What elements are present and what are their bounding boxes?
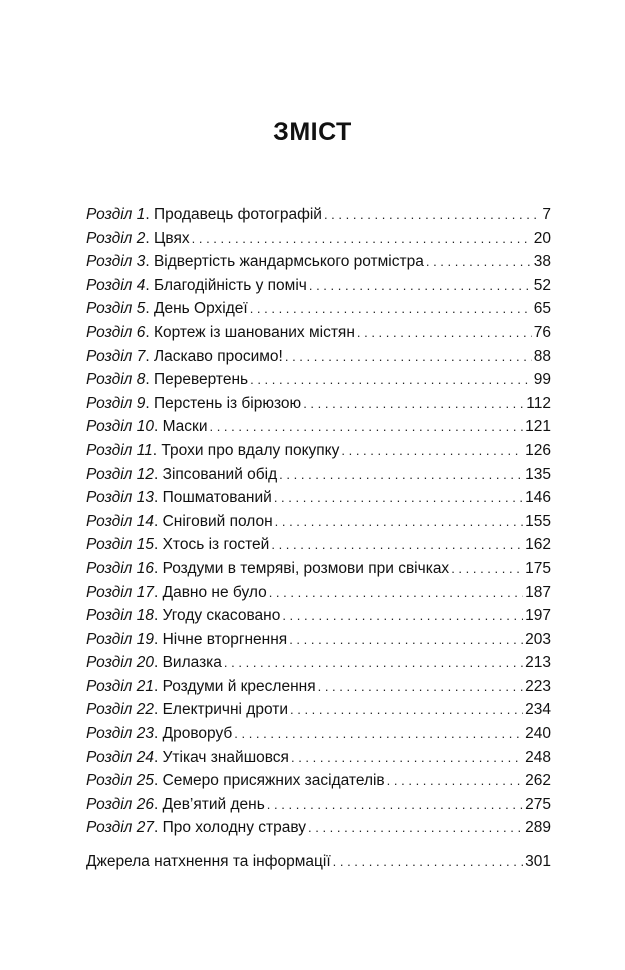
page-number: 99 <box>533 371 551 389</box>
chapter-title: Відвертість жандармського ротмістра <box>153 253 424 271</box>
chapter-title: Роздуми в темряві, розмови при свічках <box>162 559 450 577</box>
toc-entry: Розділ 13 . Пошматований . . . 146 <box>86 486 551 510</box>
chapter-title: Нічне вторгнення <box>162 630 288 648</box>
toc-entry: Розділ 7 . Ласкаво просимо! . . . 88 <box>86 345 551 369</box>
chapter-number: Розділ 26 <box>86 795 154 813</box>
page-number: 7 <box>542 206 551 223</box>
dot-leader <box>269 581 523 605</box>
chapter-title: Пошматований <box>162 489 272 507</box>
chapter-title: Трохи про вдалу покупку <box>161 441 340 459</box>
chapter-number: Розділ 21 <box>86 677 154 695</box>
toc-entry: Розділ 3 . Відвертість жандармського ротмістра . . . 38 <box>86 250 551 274</box>
toc-entry: Розділ 18 . Угоду скасовано . . . 197 <box>86 604 551 628</box>
toc-entry: Розділ 5 . День Орхідеї . . . 65 <box>86 297 551 321</box>
toc-entry: Розділ 19 . Нічне вторгнення . . . 203 <box>86 628 551 652</box>
dot-leader <box>341 439 523 463</box>
page-number: 223 <box>525 677 551 695</box>
page-number: 248 <box>525 748 551 766</box>
dot-leader <box>275 510 523 534</box>
chapter-title: Семеро присяжних засідателів <box>162 772 385 790</box>
toc-entry: Розділ 16 . Роздуми в темряві, розмови при свічках . . . 175 <box>86 557 551 581</box>
chapter-title: Електричні дроти <box>162 701 289 719</box>
chapter-title: Вилазка <box>162 654 222 672</box>
chapter-title: Утікач знайшовся <box>162 748 289 766</box>
chapter-number: Розділ 3 <box>86 253 146 271</box>
chapter-title: Сніговий полон <box>162 512 273 530</box>
toc-entry: Розділ 9 . Перстень із бірюзою . . . 112 <box>86 392 551 416</box>
page-number: 275 <box>525 795 551 813</box>
dot-leader <box>282 604 523 628</box>
dot-leader <box>357 321 532 345</box>
page-number: 126 <box>525 441 551 459</box>
dot-leader <box>279 463 523 487</box>
dot-leader <box>250 297 532 321</box>
chapter-number: Розділ 9 <box>86 394 146 412</box>
toc-entry: Розділ 25 . Семеро присяжних засідателів . . . 262 <box>86 769 551 793</box>
toc-entry: Розділ 11 . Трохи про вдалу покупку . . . 126 <box>86 439 551 463</box>
page-number: 112 <box>526 394 551 412</box>
chapter-title: Перстень із бірюзою <box>153 394 302 412</box>
page-number: 197 <box>525 607 551 625</box>
toc-entry: Розділ 2 . Цвях . . . 20 <box>86 227 551 251</box>
chapter-number: Розділ 24 <box>86 748 154 766</box>
chapter-title: Хтось із гостей <box>162 536 270 554</box>
chapter-number: Розділ 18 <box>86 607 154 625</box>
chapter-number: Розділ 15 <box>86 536 154 554</box>
chapter-number: Розділ 14 <box>86 512 154 530</box>
chapter-number: Розділ 5 <box>86 300 146 318</box>
dot-leader <box>192 227 532 251</box>
page-number: 234 <box>525 701 551 719</box>
dot-leader <box>209 415 523 439</box>
dot-leader <box>234 722 523 746</box>
page-number: 213 <box>525 654 551 672</box>
toc-entry: Розділ 23 . Дроворуб . . . 240 <box>86 722 551 746</box>
chapter-number: Розділ 12 <box>86 465 154 483</box>
dot-leader <box>271 533 523 557</box>
toc-entry: Розділ 1 . Продавець фотографій . . . 7 <box>86 203 551 227</box>
table-of-contents <box>86 203 551 874</box>
chapter-number: Розділ 19 <box>86 630 154 648</box>
page-number: 203 <box>525 630 551 648</box>
dot-leader <box>303 392 524 416</box>
dot-leader <box>224 651 523 675</box>
chapter-title: Дев’ятий день <box>162 795 265 813</box>
toc-entry: Розділ 27 . Про холодну страву . . . 289 <box>86 816 551 840</box>
dot-leader <box>451 557 523 581</box>
page-title: ЗМІСТ <box>273 118 352 146</box>
toc-entry: Розділ 10 . Маски . . . 121 <box>86 415 551 439</box>
chapter-number: Розділ 7 <box>86 347 146 365</box>
page-number: 135 <box>525 465 551 483</box>
chapter-title: Угоду скасовано <box>162 607 281 625</box>
chapter-number: Розділ 20 <box>86 654 154 672</box>
toc-entry: Розділ 24 . Утікач знайшовся . . . 248 <box>86 746 551 770</box>
dot-leader <box>333 850 524 874</box>
dot-leader <box>387 769 523 793</box>
toc-entry: Розділ 26 . Дев’ятий день . . . 275 <box>86 793 551 817</box>
chapter-number: Розділ 4 <box>86 276 146 294</box>
page-number: 20 <box>533 229 551 247</box>
page-number: 52 <box>533 276 551 294</box>
page-number: 162 <box>525 536 551 554</box>
toc-entry: Розділ 4 . Благодійність у поміч . . . 52 <box>86 274 551 298</box>
chapter-title: Про холодну страву <box>162 819 307 837</box>
chapter-number: Розділ 27 <box>86 819 154 837</box>
page-number: 301 <box>525 853 551 871</box>
chapter-number: Розділ 13 <box>86 489 154 507</box>
chapter-title: Маски <box>162 418 208 436</box>
chapter-title: Кортеж із шанованих містян <box>153 323 355 341</box>
page-number: 187 <box>525 583 551 601</box>
chapter-title: Роздуми й креслення <box>162 677 316 695</box>
chapter-number: Розділ 25 <box>86 772 154 790</box>
toc-entry: Розділ 14 . Сніговий полон . . . 155 <box>86 510 551 534</box>
chapter-title: Ласкаво просимо! <box>153 347 283 365</box>
chapter-title: Дроворуб <box>162 725 233 743</box>
chapter-number: Розділ 11 <box>86 441 153 459</box>
chapter-title: Зіпсований обід <box>162 465 278 483</box>
chapter-number: Розділ 16 <box>86 559 154 577</box>
dot-leader <box>309 274 532 298</box>
dot-leader <box>318 675 524 699</box>
dot-leader <box>274 486 523 510</box>
dot-leader <box>324 203 540 227</box>
page-number: 88 <box>533 347 551 365</box>
chapter-number: Розділ 22 <box>86 701 154 719</box>
chapter-number: Розділ 23 <box>86 725 154 743</box>
dot-leader <box>308 816 523 840</box>
toc-appendix-entry <box>86 850 551 874</box>
toc-entry: Розділ 6 . Кортеж із шанованих містян . . . 76 <box>86 321 551 345</box>
toc-entry: Розділ 21 . Роздуми й креслення . . . 223 <box>86 675 551 699</box>
chapter-title: Благодійність у поміч <box>153 276 307 294</box>
dot-leader <box>250 368 532 392</box>
page-number: 65 <box>533 300 551 318</box>
chapter-title: Давно не було <box>162 583 267 601</box>
dot-leader <box>290 698 523 722</box>
page-number: 38 <box>533 253 551 271</box>
page-number: 240 <box>525 725 551 743</box>
toc-entry: Розділ 15 . Хтось із гостей . . . 162 <box>86 533 551 557</box>
chapter-number: Розділ 1 <box>86 206 146 223</box>
chapter-number: Розділ 8 <box>86 371 146 389</box>
chapter-number: Розділ 17 <box>86 583 154 601</box>
chapter-number: Розділ 2 <box>86 229 146 247</box>
chapter-title: Перевертень <box>153 371 249 389</box>
chapter-title: Продавець фотографій <box>153 206 322 223</box>
page-number: 175 <box>525 559 551 577</box>
toc-entry: Розділ 22 . Електричні дроти . . . 234 <box>86 698 551 722</box>
page-number: 289 <box>525 819 551 837</box>
toc-entry: Розділ 20 . Вилазка . . . 213 <box>86 651 551 675</box>
dot-leader <box>289 628 523 652</box>
chapter-title: Цвях <box>153 229 190 247</box>
toc-entry: Розділ 17 . Давно не було . . . 187 <box>86 581 551 605</box>
page-number: 76 <box>533 323 551 341</box>
chapter-title: День Орхідеї <box>153 300 248 318</box>
appendix-title: Джерела натхнення та інформації <box>86 853 331 871</box>
page-number: 155 <box>525 512 551 530</box>
page-number: 146 <box>525 489 551 507</box>
dot-leader <box>267 793 523 817</box>
dot-leader <box>426 250 532 274</box>
toc-entry: Розділ 12 . Зіпсований обід . . . 135 <box>86 463 551 487</box>
dot-leader <box>291 746 523 770</box>
page-number: 121 <box>525 418 551 436</box>
page-number: 262 <box>525 772 551 790</box>
chapter-number: Розділ 10 <box>86 418 154 436</box>
toc-entry: Розділ 8 . Перевертень . . . 99 <box>86 368 551 392</box>
dot-leader <box>285 345 532 369</box>
chapter-number: Розділ 6 <box>86 323 146 341</box>
